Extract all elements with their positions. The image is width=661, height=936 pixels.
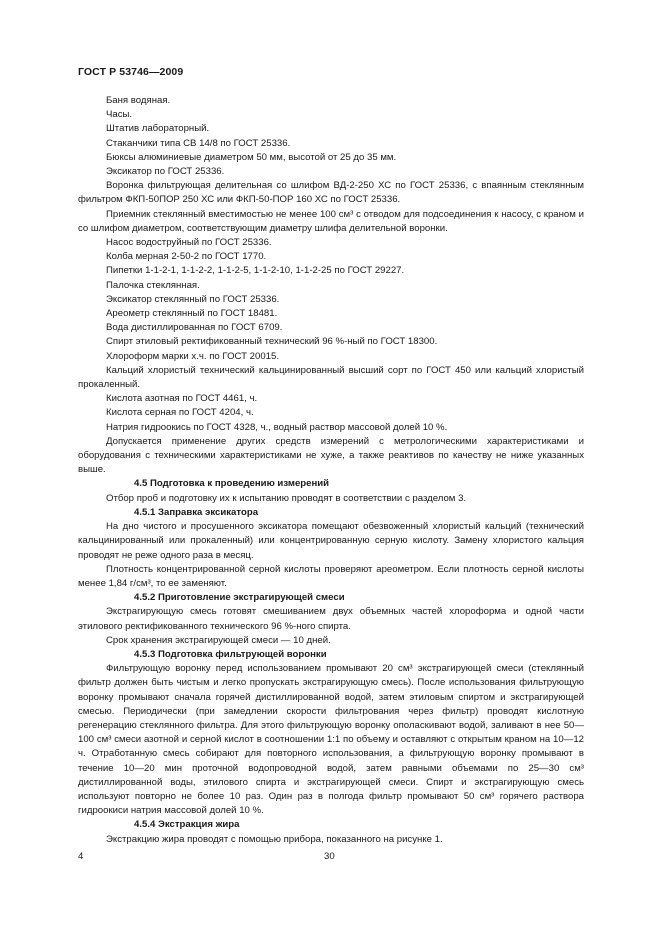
document-header: ГОСТ Р 53746—2009 [78,66,184,78]
section-title: Приготовление экстрагирующей смеси [158,592,345,604]
section-paragraph: Фильтрующую воронку перед использованием промывают 20 см³ экстрагирующей смеси (стеклянный фильтр должен быть чистым и легко пропускать экстрагирующую смесь). После использования фильтрующую воронку промывают сначала горячей дистиллированной водой, затем этиловым спиртом и экстрагирующей смесью. Периодически (при замедлении скорости фильтрования через фильтр) проводят кислотную регенерацию стеклянного фильтра. Для этого фильтрующую воронку ополаскивают водой, заливают в нее 50—100 см³ смеси азотной и серной кислот в соотношении 1:1 по объему и оставляют с открытым краном на 10—12 ч. Отработанную смесь собирают для повторного использования, а фильтрующую воронку промывают в течение 10—20 мин проточной водопроводной водой, затем равными объемами по 25—30 см³ дистиллированной воды, этилового спирта и экстрагирующей смеси. Спирт и экстрагирующую смесь используют повторно не более 10 раз. Один раз в полгода фильтр промывают 50 см³ горячего раствора гидроокиси натрия массовой долей 10 %. [78,663,584,817]
equipment-item: Эксикатор стеклянный по ГОСТ 25336. [106,293,280,305]
equipment-item: Кислота серная по ГОСТ 4204, ч. [106,407,254,419]
equipment-item: Палочка стеклянная. [106,279,200,291]
page-number-left: 4 [78,851,84,862]
equipment-item: Натрия гидроокись по ГОСТ 4328, ч., водный раствор массовой долей 10 %. [106,421,448,433]
equipment-item: Кислота азотная по ГОСТ 4461, ч. [106,393,258,405]
section-number: 4.5 [134,478,148,490]
section-paragraph: Срок хранения экстрагирующей смеси — 10 дней. [106,634,331,646]
document-body [78,94,584,847]
section-number: 4.5.3 [134,648,156,660]
equipment-item: Эксикатор по ГОСТ 25336. [106,166,225,178]
equipment-item: Воронка фильтрующая делительная со шлифом ВД-2-250 ХС по ГОСТ 25336, с впаянным стеклянным фильтром ФКП-50ПОР 250 ХС или ФКП-50-ПОР 160 ХС по ГОСТ 25336. [78,180,584,206]
section-paragraph: Плотность концентрированной серной кислоты проверяют ареометром. Если плотность серной кислоты менее 1,84 г/см³, то ее заменяют. [78,563,584,589]
equipment-item: Пипетки 1-1-2-1, 1-1-2-2, 1-1-2-5, 1-1-2-10, 1-1-2-25 по ГОСТ 29227. [106,265,405,277]
page-number-center: 30 [324,851,335,862]
section-paragraph: Экстрагирующую смесь готовят смешиванием двух объемных частей хлороформа и одной части этилового ректификованного технического 96 %-ного спирта. [78,606,584,632]
equipment-item: Приемник стеклянный вместимостью не менее 100 см³ с отводом для подсоединения к насосу, с краном и со шлифом диаметром, соответствующим диаметру шлифа делительной воронки. [78,208,584,234]
equipment-item: Баня водяная. [106,95,171,106]
section-title: Заправка эксикатора [158,506,259,518]
section-heading-4-5-4 [78,818,584,832]
section-heading-4-5-2 [78,591,584,605]
equipment-item: Часы. [106,109,133,121]
equipment-item: Бюксы алюминиевые диаметром 50 мм, высотой от 25 до 35 мм. [106,151,397,163]
section-title: Подготовка фильтрующей воронки [158,648,327,660]
section-paragraph: На дно чистого и просушенного эксикатора помещают обезвоженный хлористый кальций (технический кальцинированный или прокаленный) или концентрированную серную кислоту. Замену хлористого кальция проводят не реже одного раза в месяц. [78,521,584,561]
equipment-item: Хлороформ марки х.ч. по ГОСТ 20015. [106,350,280,362]
section-paragraph: Экстракцию жира проводят с помощью прибора, показанного на рисунке 1. [106,833,443,845]
equipment-item: Ареометр стеклянный по ГОСТ 18481. [106,308,278,320]
section-heading-4-5-1 [78,506,584,520]
equipment-item: Стаканчики типа СВ 14/8 по ГОСТ 25336. [106,137,291,149]
section-title: Подготовка к проведению измерений [150,478,330,490]
equipment-item: Спирт этиловый ректификованный технический 96 %-ный по ГОСТ 18300. [106,336,438,348]
section-paragraph: Отбор проб и подготовку их к испытанию проводят в соответствии с разделом 3. [106,492,467,504]
section-number: 4.5.4 [134,819,156,831]
section-heading-4-5-3 [78,648,584,662]
equipment-item: Штатив лабораторный. [106,123,210,135]
section-number: 4.5.1 [134,506,156,518]
equipment-note: Допускается применение других средств измерений с метрологическими характеристиками и оборудования с техническими характеристиками не хуже, а также реактивов по качеству не ниже указанных выше. [78,435,584,476]
section-title: Экстракция жира [158,819,240,831]
equipment-item: Насос водоструйный по ГОСТ 25336. [106,237,272,249]
equipment-item: Колба мерная 2-50-2 по ГОСТ 1770. [106,251,267,263]
section-number: 4.5.2 [134,592,156,604]
equipment-item: Кальций хлористый технический кальцинированный высший сорт по ГОСТ 450 или кальций хлористый прокаленный. [78,364,584,391]
section-heading-4-5 [78,477,584,491]
equipment-item: Вода дистиллированная по ГОСТ 6709. [106,322,283,334]
